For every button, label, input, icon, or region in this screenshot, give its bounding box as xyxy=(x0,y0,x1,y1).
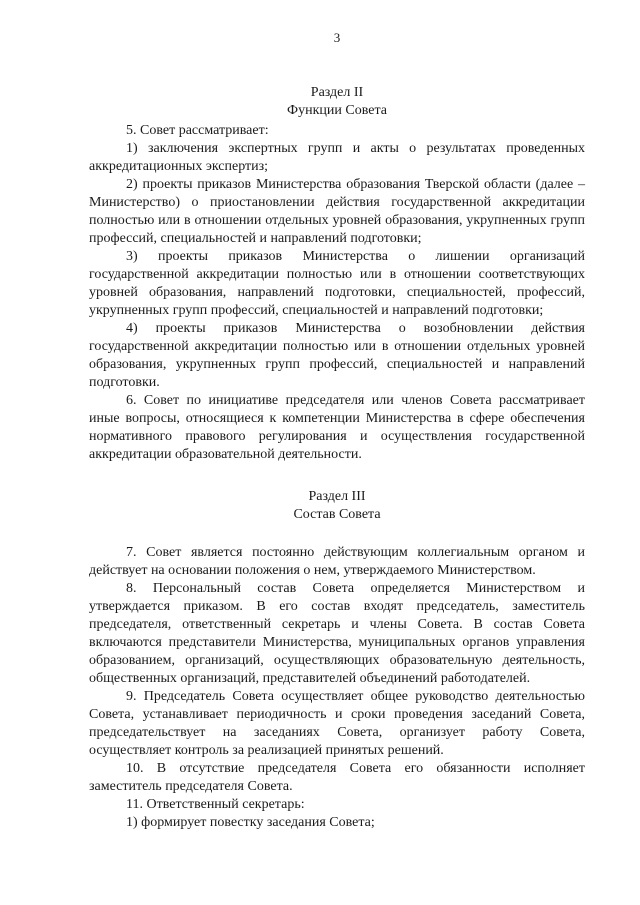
paragraph-5-item-4: 4) проекты приказов Министерства о возобновлении действия государственной аккредитации полностью или в отношении отдельных уровней образования, укрупненных групп профессий, специальностей и направлений подготовки. xyxy=(89,321,585,390)
section-3-body xyxy=(89,544,585,832)
paragraph-11: 11. Ответственный секретарь: xyxy=(126,797,305,812)
paragraph-10: 10. В отсутствие председателя Совета его обязанности исполняет заместитель председателя Совета. xyxy=(89,761,585,794)
paragraph-5-item-3: 3) проекты приказов Министерства о лишении организаций государственной аккредитации полностью или в отношении соответствующих уровней образования, направлений подготовки, специальностей, профессий, укрупненных групп профессий, специальностей и направлений подготовки; xyxy=(89,249,585,318)
paragraph-11-item-1: 1) формирует повестку заседания Совета; xyxy=(126,815,375,830)
paragraph-5-item-2: 2) проекты приказов Министерства образования Тверской области (далее – Министерство) о приостановлении действия государственной аккредитации полностью или в отношении отдельных уровней образования, укрупненных групп профессий, специальностей и направлений подготовки; xyxy=(89,177,585,246)
paragraph-5: 5. Совет рассматривает: xyxy=(126,123,269,138)
paragraph-9: 9. Председатель Совета осуществляет общее руководство деятельностью Совета, устанавливает периодичность и сроки проведения заседаний Совета, председательствует на заседаниях Совета, организует работу Совета, осуществляет контроль за реализацией принятых решений. xyxy=(89,689,585,758)
paragraph-7: 7. Совет является постоянно действующим коллегиальным органом и действует на основании положения о нем, утверждаемого Министерством. xyxy=(89,545,585,578)
paragraph-5-item-1: 1) заключения экспертных групп и акты о результатах проведенных аккредитационных экспертиз; xyxy=(89,141,585,174)
section-2-body xyxy=(89,122,585,464)
paragraph-8: 8. Персональный состав Совета определяется Министерством и утверждается приказом. В его состав входят председатель, заместитель председателя, ответственный секретарь и члены Совета. В состав Совета включаются представители Министерства, муниципальных органов управления образованием, организаций, осуществляющих образовательную деятельность, общественных организаций, представителей объединений работодателей. xyxy=(89,581,585,686)
section-3-subtitle: Состав Совета xyxy=(293,507,381,522)
section-2-subtitle: Функции Совета xyxy=(287,103,387,118)
section-2-title: Раздел II xyxy=(310,85,364,100)
section-3-title: Раздел III xyxy=(308,489,366,504)
section-3-heading xyxy=(89,488,585,524)
paragraph-6: 6. Совет по инициативе председателя или членов Совета рассматривает иные вопросы, относящиеся к компетенции Министерства в сфере обеспечения нормативного правового регулирования и осуществления государственной аккредитации образовательной деятельности. xyxy=(89,393,585,462)
page-number: 3 xyxy=(333,30,341,45)
